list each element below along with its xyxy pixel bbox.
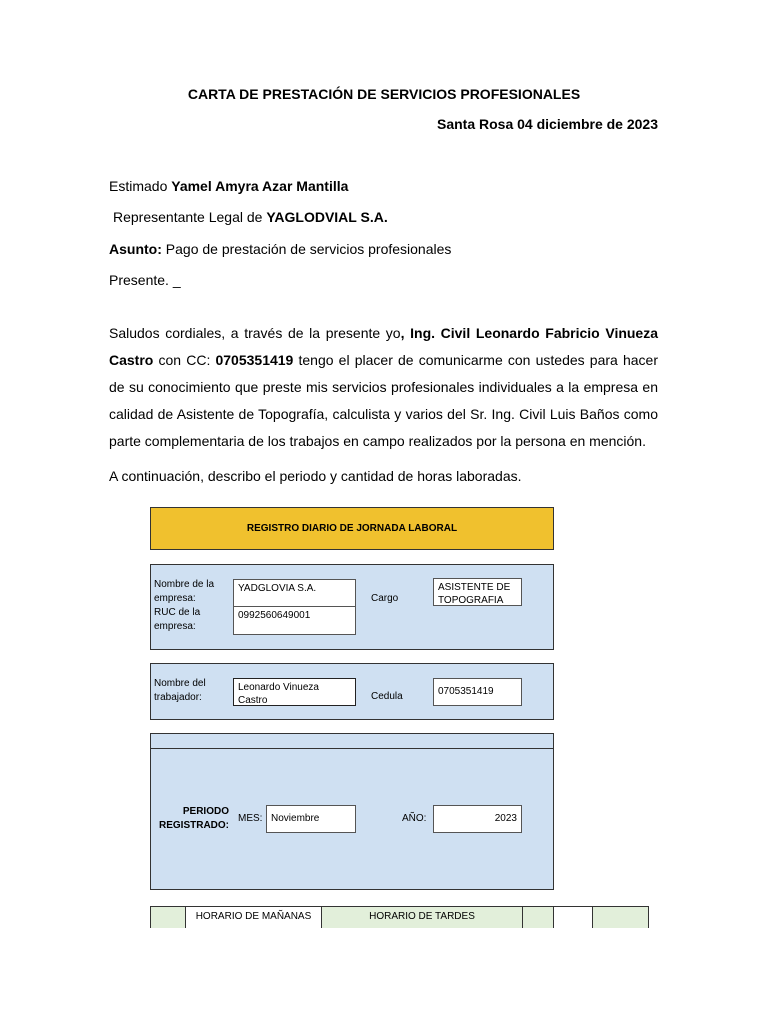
schedule-header-row <box>150 906 649 928</box>
body-text-b: con CC: <box>153 352 216 368</box>
body-paragraph-1 <box>109 320 658 455</box>
worker-field[interactable]: Leonardo Vinueza Castro <box>233 678 356 706</box>
mes-field[interactable]: Noviembre <box>266 805 356 833</box>
salutation <box>109 178 348 194</box>
schedule-cell-blank <box>523 907 554 928</box>
mes-label: MES: <box>238 813 263 824</box>
anio-label: AÑO: <box>402 813 427 824</box>
sender-cc: 0705351419 <box>215 352 294 368</box>
period-section <box>150 733 554 890</box>
period-strip <box>151 734 553 749</box>
worker-label: Nombre del trabajador: <box>154 678 206 703</box>
sender-name: , Ing. Civil Leonardo Fabricio Vinueza Castro <box>109 325 659 368</box>
cedula-label: Cedula <box>371 691 403 702</box>
company-name: YAGLODVIAL S.A. <box>266 209 388 225</box>
letter-title: CARTA DE PRESTACIÓN DE SERVICIOS PROFESIONALES <box>187 86 581 102</box>
body-paragraph-2: A continuación, describo el periodo y cantidad de horas laboradas. <box>109 468 522 484</box>
company-label: Nombre de la empresa: <box>154 579 215 604</box>
company-field[interactable]: YADGLOVIA S.A. <box>233 579 356 607</box>
schedule-cell-blank <box>151 907 186 928</box>
salutation-prefix: Estimado <box>109 178 172 194</box>
cedula-field[interactable]: 0705351419 <box>433 678 522 706</box>
morning-schedule-header: HORARIO DE MAÑANAS <box>186 907 322 928</box>
body-text-a: Saludos cordiales, a través de la presente yo <box>109 325 401 341</box>
company-section <box>150 564 554 650</box>
ruc-label: RUC de la empresa: <box>154 607 201 632</box>
representative-prefix: Representante Legal de <box>113 209 267 225</box>
schedule-cell-blank <box>554 907 593 928</box>
cargo-field[interactable]: ASISTENTE DE TOPOGRAFIA <box>433 578 522 606</box>
representative-line <box>113 209 388 225</box>
body-text-c: tengo el placer de comunicarme con ustedes para hacer de su conocimiento que preste mis servicios profesionales individuales a la empresa en calidad de Asistente de Topografía, calculista y varios del Sr. Ing. Civil Luis Baños como parte complementaria de los trabajos en campo realizados por la persona en mención. <box>109 352 658 449</box>
presente-line: Presente. _ <box>109 272 181 288</box>
worker-section <box>150 663 554 720</box>
periodo-label: PERIODO REGISTRADO: <box>159 806 229 831</box>
anio-field[interactable]: 2023 <box>433 805 522 833</box>
recipient-name: Yamel Amyra Azar Mantilla <box>171 178 349 194</box>
subject-line <box>109 241 451 257</box>
subject-text: Pago de prestación de servicios profesionales <box>161 241 452 257</box>
afternoon-schedule-header: HORARIO DE TARDES <box>322 907 523 928</box>
subject-label: Asunto: <box>109 241 162 257</box>
form-header: REGISTRO DIARIO DE JORNADA LABORAL <box>150 507 554 550</box>
ruc-field[interactable]: 0992560649001 <box>233 606 356 635</box>
letter-date: Santa Rosa 04 diciembre de 2023 <box>437 116 658 132</box>
schedule-cell-blank <box>593 907 650 928</box>
cargo-label: Cargo <box>371 593 399 604</box>
